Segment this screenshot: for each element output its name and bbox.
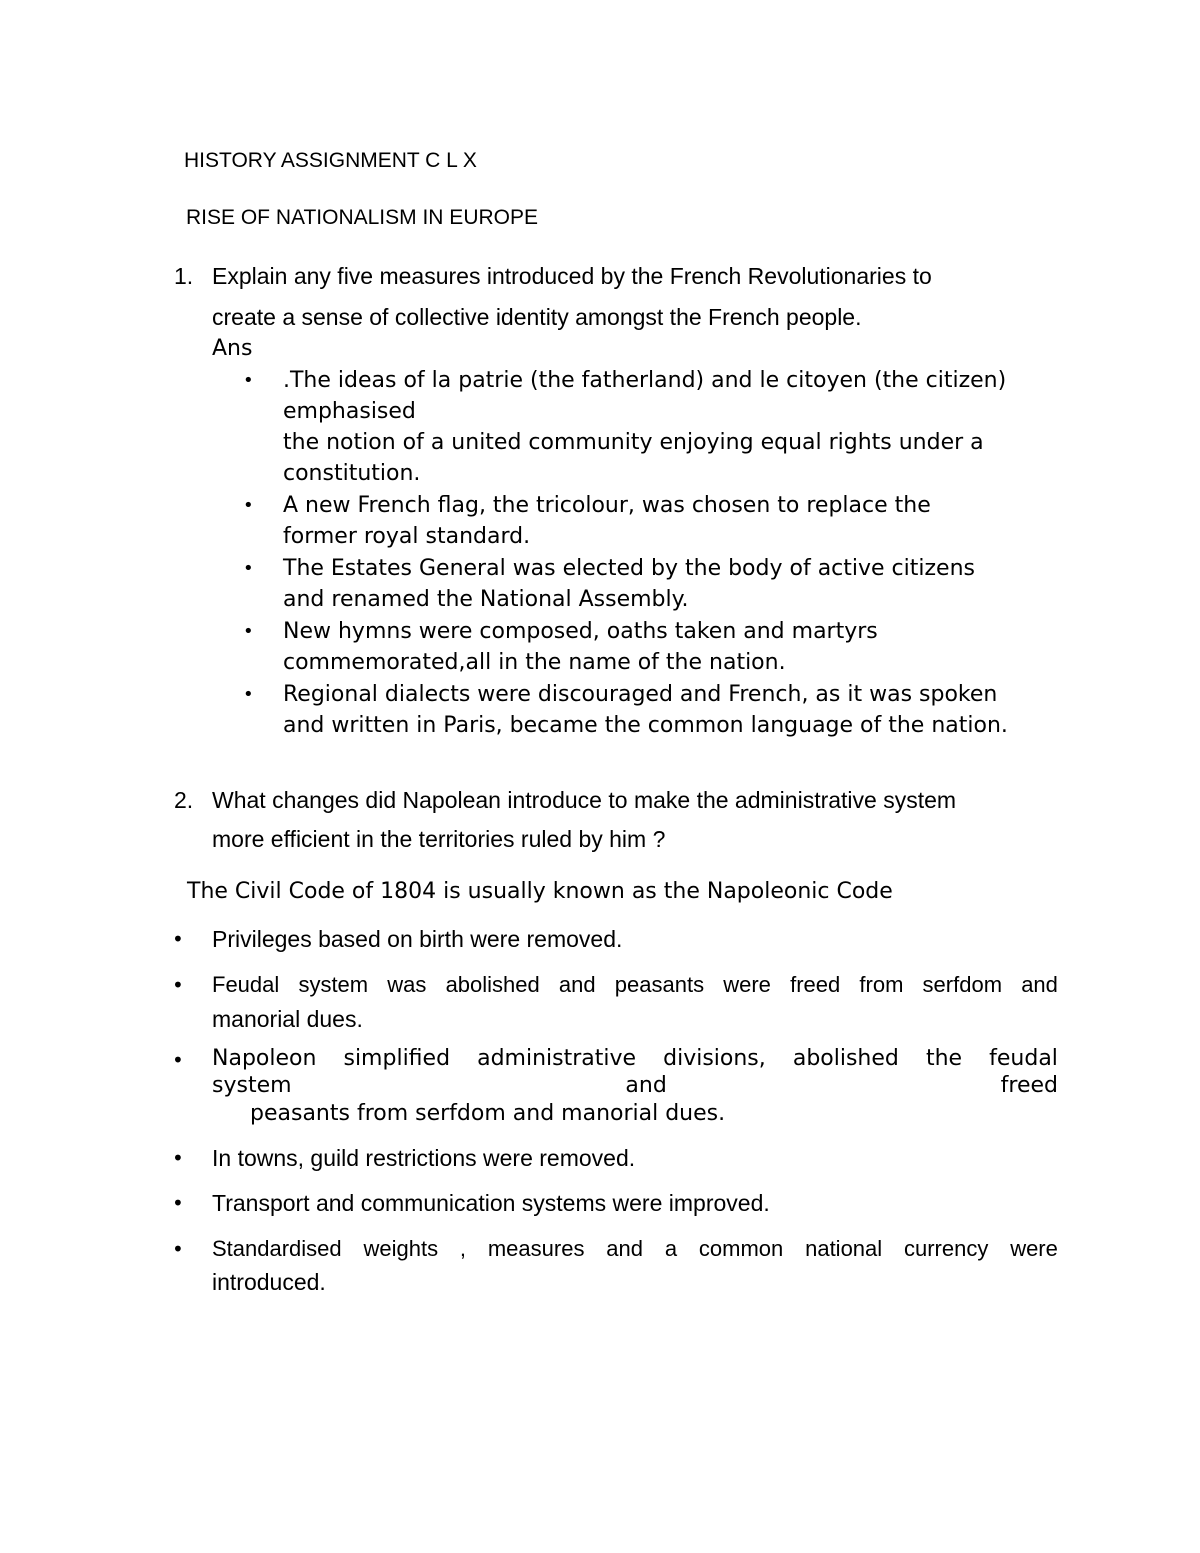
bullet-icon: • <box>172 1237 184 1261</box>
q1-bullet-3-line-2: and renamed the National Assembly. <box>283 587 689 612</box>
word: and <box>558 972 596 997</box>
word: from <box>859 972 904 997</box>
question-2-number: 2. <box>174 787 194 813</box>
word: freed <box>790 972 841 997</box>
q1-bullet-3-line-1: The Estates General was elected by the body of active citizens <box>283 556 975 581</box>
q1-bullet-1-line-3: the notion of a united community enjoying equal rights under a <box>283 430 984 455</box>
q2-bullet-4: In towns, guild restrictions were removed. <box>212 1145 636 1171</box>
word: Standardised <box>212 1236 342 1261</box>
word: were <box>723 972 771 997</box>
word: abolished <box>445 972 540 997</box>
word: simplified <box>343 1046 451 1071</box>
q2-bullet-6-line-2: introduced. <box>212 1269 326 1295</box>
word: common <box>698 1236 784 1261</box>
bullet-icon: • <box>243 684 254 705</box>
question-1-line-1: Explain any five measures introduced by the French Revolutionaries to <box>212 263 932 289</box>
bullet-icon: • <box>243 370 254 391</box>
q2-bullet-3-line-1 <box>212 1046 1058 1072</box>
q2-bullet-1: Privileges based on birth were removed. <box>212 926 623 952</box>
word: measures <box>487 1236 585 1261</box>
q2-bullet-3-line-2 <box>212 1073 1058 1099</box>
word: feudal <box>989 1046 1058 1071</box>
q1-bullet-1-line-2: emphasised <box>283 399 416 424</box>
bullet-icon: • <box>172 1191 184 1215</box>
word: the <box>925 1046 963 1071</box>
bullet-icon: • <box>243 621 254 642</box>
word: weights <box>363 1236 439 1261</box>
word: currency <box>904 1236 989 1261</box>
bullet-icon: • <box>243 495 254 516</box>
bullet-icon: • <box>172 973 184 997</box>
question-1-line-2: create a sense of collective identity amongst the French people. <box>212 304 862 330</box>
word: peasants <box>614 972 705 997</box>
bullet-icon: • <box>243 558 254 579</box>
q2-bullet-2-line-1 <box>212 971 1058 999</box>
word: and <box>1021 972 1058 997</box>
bullet-icon: • <box>172 1146 184 1170</box>
word: was <box>387 972 427 997</box>
word: abolished <box>792 1046 899 1071</box>
q1-bullet-5-line-1: Regional dialects were discouraged and French, as it was spoken <box>283 682 998 707</box>
q2-bullet-6-line-1 <box>212 1235 1058 1263</box>
word: system <box>212 1073 292 1098</box>
word: national <box>805 1236 883 1261</box>
q1-bullet-1-line-1: .The ideas of la patrie (the fatherland) and le citoyen (the citizen) <box>283 368 1007 393</box>
word: divisions, <box>663 1046 766 1071</box>
q1-bullet-4-line-1: New hymns were composed, oaths taken and martyrs <box>283 619 878 644</box>
word: administrative <box>477 1046 637 1071</box>
chapter-title: RISE OF NATIONALISM IN EUROPE <box>186 206 538 229</box>
q2-bullet-2-line-2: manorial dues. <box>212 1006 363 1032</box>
q2-bullet-3-line-3: peasants from serfdom and manorial dues. <box>250 1101 726 1126</box>
q1-bullet-5-line-2: and written in Paris, became the common language of the nation. <box>283 713 1008 738</box>
bullet-icon: • <box>172 927 184 951</box>
q1-bullet-2-line-1: A new French flag, the tricolour, was chosen to replace the <box>283 493 931 518</box>
word: and <box>625 1073 667 1098</box>
q1-bullet-4-line-2: commemorated,all in the name of the nation. <box>283 650 786 675</box>
answer-intro: The Civil Code of 1804 is usually known as the Napoleonic Code <box>187 879 893 904</box>
q1-bullet-2-line-2: former royal standard. <box>283 524 531 549</box>
question-2-line-2: more efficient in the territories ruled by him ? <box>212 826 666 852</box>
word: were <box>1010 1236 1058 1261</box>
word: serfdom <box>922 972 1003 997</box>
q1-bullet-1-line-4: constitution. <box>283 461 421 486</box>
question-2-line-1: What changes did Napolean introduce to make the administrative system <box>212 787 957 813</box>
word: freed <box>1000 1073 1058 1098</box>
q2-bullet-5: Transport and communication systems were improved. <box>212 1190 770 1216</box>
question-1-number: 1. <box>174 263 194 289</box>
word: system <box>298 972 369 997</box>
word: Napoleon <box>212 1046 317 1071</box>
word: , <box>459 1236 467 1261</box>
bullet-icon: • <box>172 1048 184 1072</box>
answer-label: Ans <box>212 336 253 361</box>
word: Feudal <box>212 972 280 997</box>
assignment-title: HISTORY ASSIGNMENT C L X <box>184 149 477 172</box>
word: and <box>606 1236 643 1261</box>
word: a <box>664 1236 678 1261</box>
